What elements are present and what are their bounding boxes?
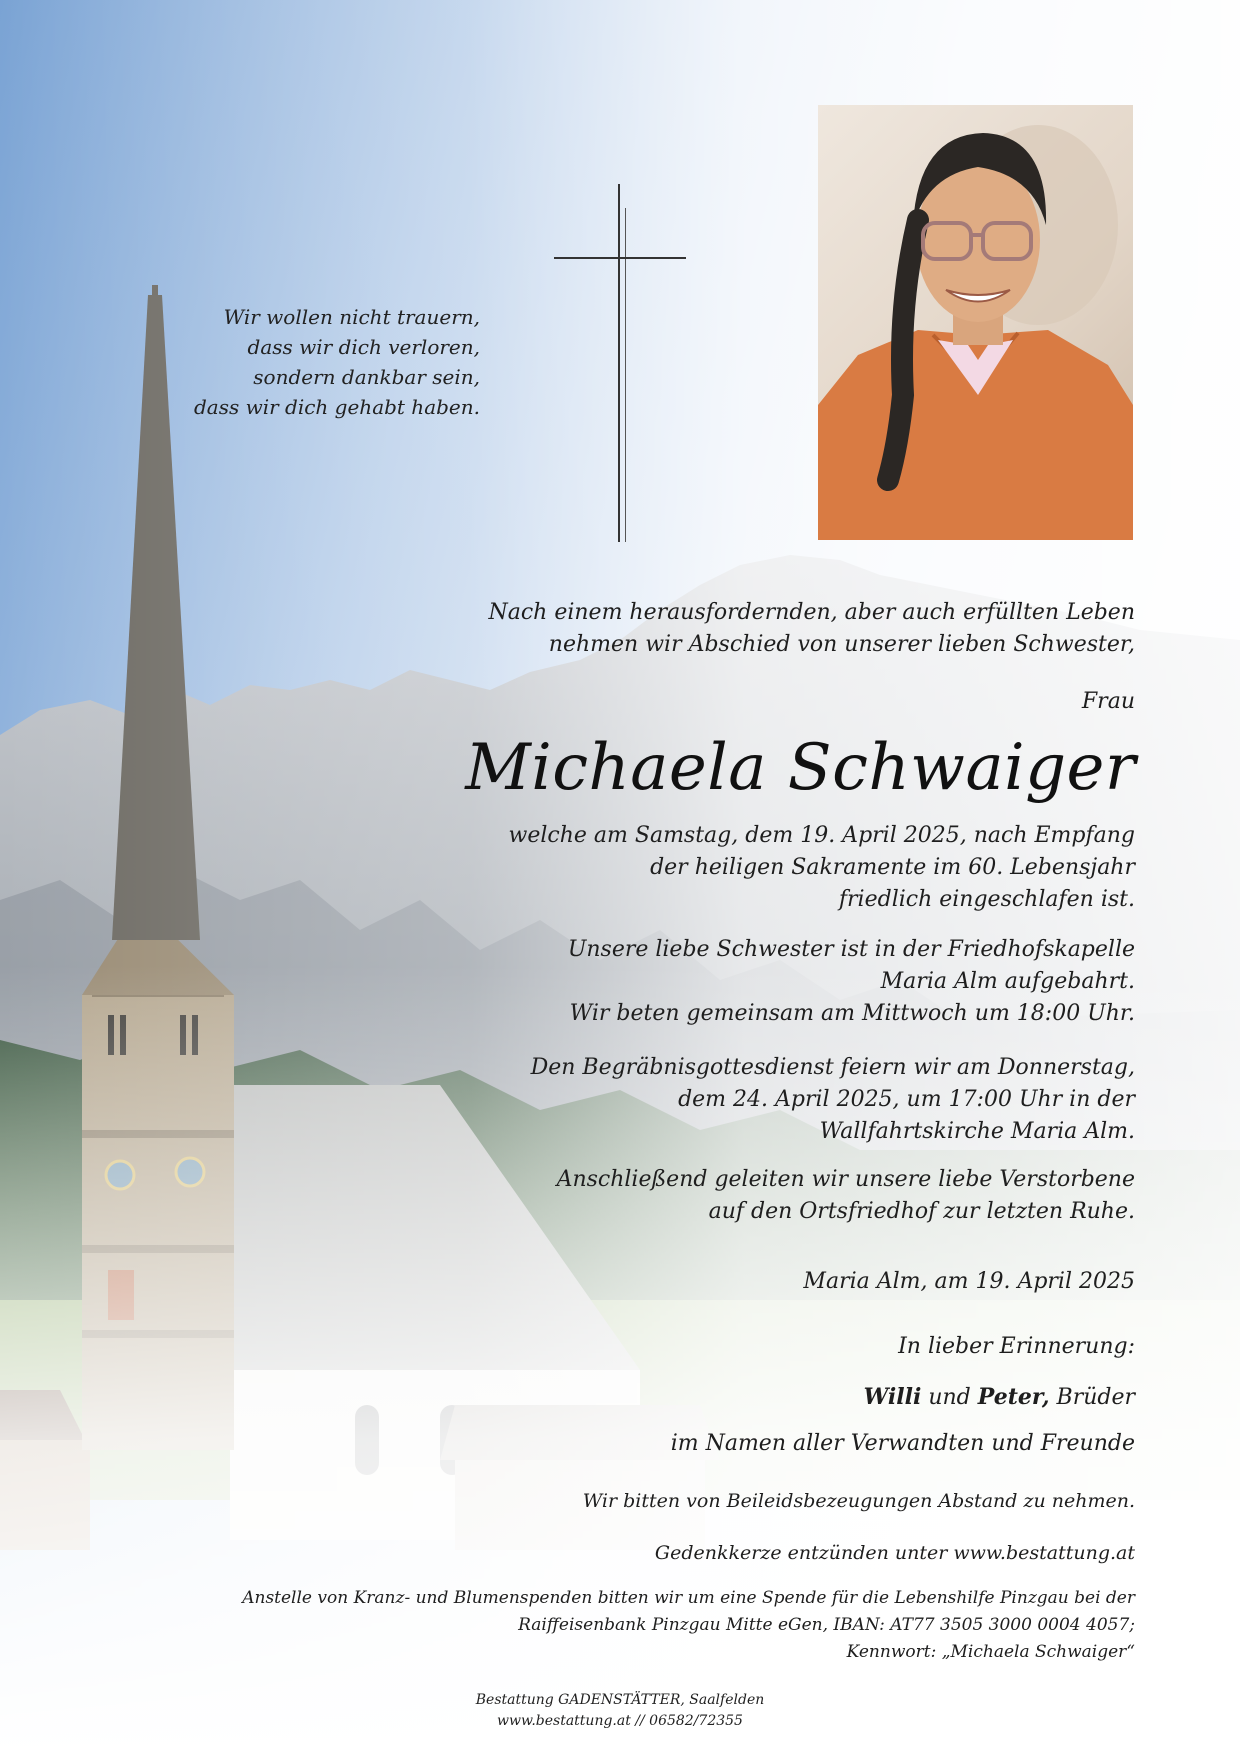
mourner-name: Willi (863, 1384, 922, 1410)
poem-line: dass wir dich verloren, (247, 335, 480, 359)
mourner-name: Peter, (977, 1384, 1050, 1410)
funeral-line: dem 24. April 2025, um 17:00 Uhr in der (678, 1087, 1135, 1112)
poem-line: Wir wollen nicht trauern, (223, 305, 480, 329)
donation-line: Raiffeisenbank Pinzgau Mitte eGen, IBAN: AT77 3505 3000 0004 4057; (518, 1615, 1135, 1635)
viewing-info (568, 934, 1135, 1030)
intro-line: nehmen wir Abschied von unserer lieben Schwester, (548, 632, 1135, 657)
poem-verse (150, 302, 480, 422)
death-notice-line: welche am Samstag, dem 19. April 2025, nach Empfang (508, 823, 1135, 848)
burial-line: Anschließend geleiten wir unsere liebe Verstorbene (556, 1167, 1135, 1192)
deceased-name: Michaela Schwaiger (465, 731, 1136, 805)
death-notice (509, 820, 1135, 916)
donation-line: Kennwort: „Michaela Schwaiger“ (846, 1642, 1135, 1662)
funeral-line: Wallfahrtskirche Maria Alm. (819, 1119, 1135, 1144)
mourner-relation: Brüder (1049, 1385, 1135, 1410)
portrait-photo (818, 105, 1133, 540)
viewing-line: Unsere liebe Schwester ist in der Friedhofskapelle (567, 937, 1135, 962)
mourner-conjunction: und (921, 1385, 978, 1410)
mourners-others: im Namen aller Verwandten und Freunde (670, 1431, 1135, 1456)
candle-note: Gedenkkerze entzünden unter www.bestattung.at (654, 1542, 1135, 1564)
intro-line: Nach einem herausfordernden, aber auch erfüllten Leben (488, 600, 1135, 625)
place-date: Maria Alm, am 19. April 2025 (803, 1269, 1135, 1294)
burial-line: auf den Ortsfriedhof zur letzten Ruhe. (708, 1199, 1135, 1224)
donation-line: Anstelle von Kranz- und Blumenspenden bitten wir um eine Spende für die Lebenshilfe Pinzgau bei der (242, 1588, 1135, 1608)
funeral-home-name: Bestattung GADENSTÄTTER, Saalfelden (475, 1692, 765, 1708)
death-notice-line: friedlich eingeschlafen ist. (838, 887, 1135, 912)
mourners-heading: In lieber Erinnerung: (898, 1334, 1135, 1359)
donation-info (242, 1585, 1135, 1666)
salutation: Frau (1081, 689, 1135, 714)
intro-text (488, 597, 1135, 661)
viewing-line: Wir beten gemeinsam am Mittwoch um 18:00 Uhr. (569, 1001, 1135, 1026)
funeral-home-footer (380, 1690, 860, 1732)
death-notice-line: der heiligen Sakramente im 60. Lebensjahr (650, 855, 1135, 880)
funeral-line: Den Begräbnisgottesdienst feiern wir am Donnerstag, (530, 1055, 1135, 1080)
condolence-note: Wir bitten von Beileidsbezeugungen Abstand zu nehmen. (582, 1490, 1135, 1512)
poem-line: sondern dankbar sein, (253, 365, 480, 389)
funeral-home-contact: www.bestattung.at // 06582/72355 (497, 1713, 743, 1729)
viewing-line: Maria Alm aufgebahrt. (880, 969, 1135, 994)
funeral-info (531, 1052, 1135, 1148)
poem-line: dass wir dich gehabt haben. (193, 395, 480, 419)
burial-info (557, 1164, 1135, 1228)
mourners-names (864, 1381, 1135, 1414)
